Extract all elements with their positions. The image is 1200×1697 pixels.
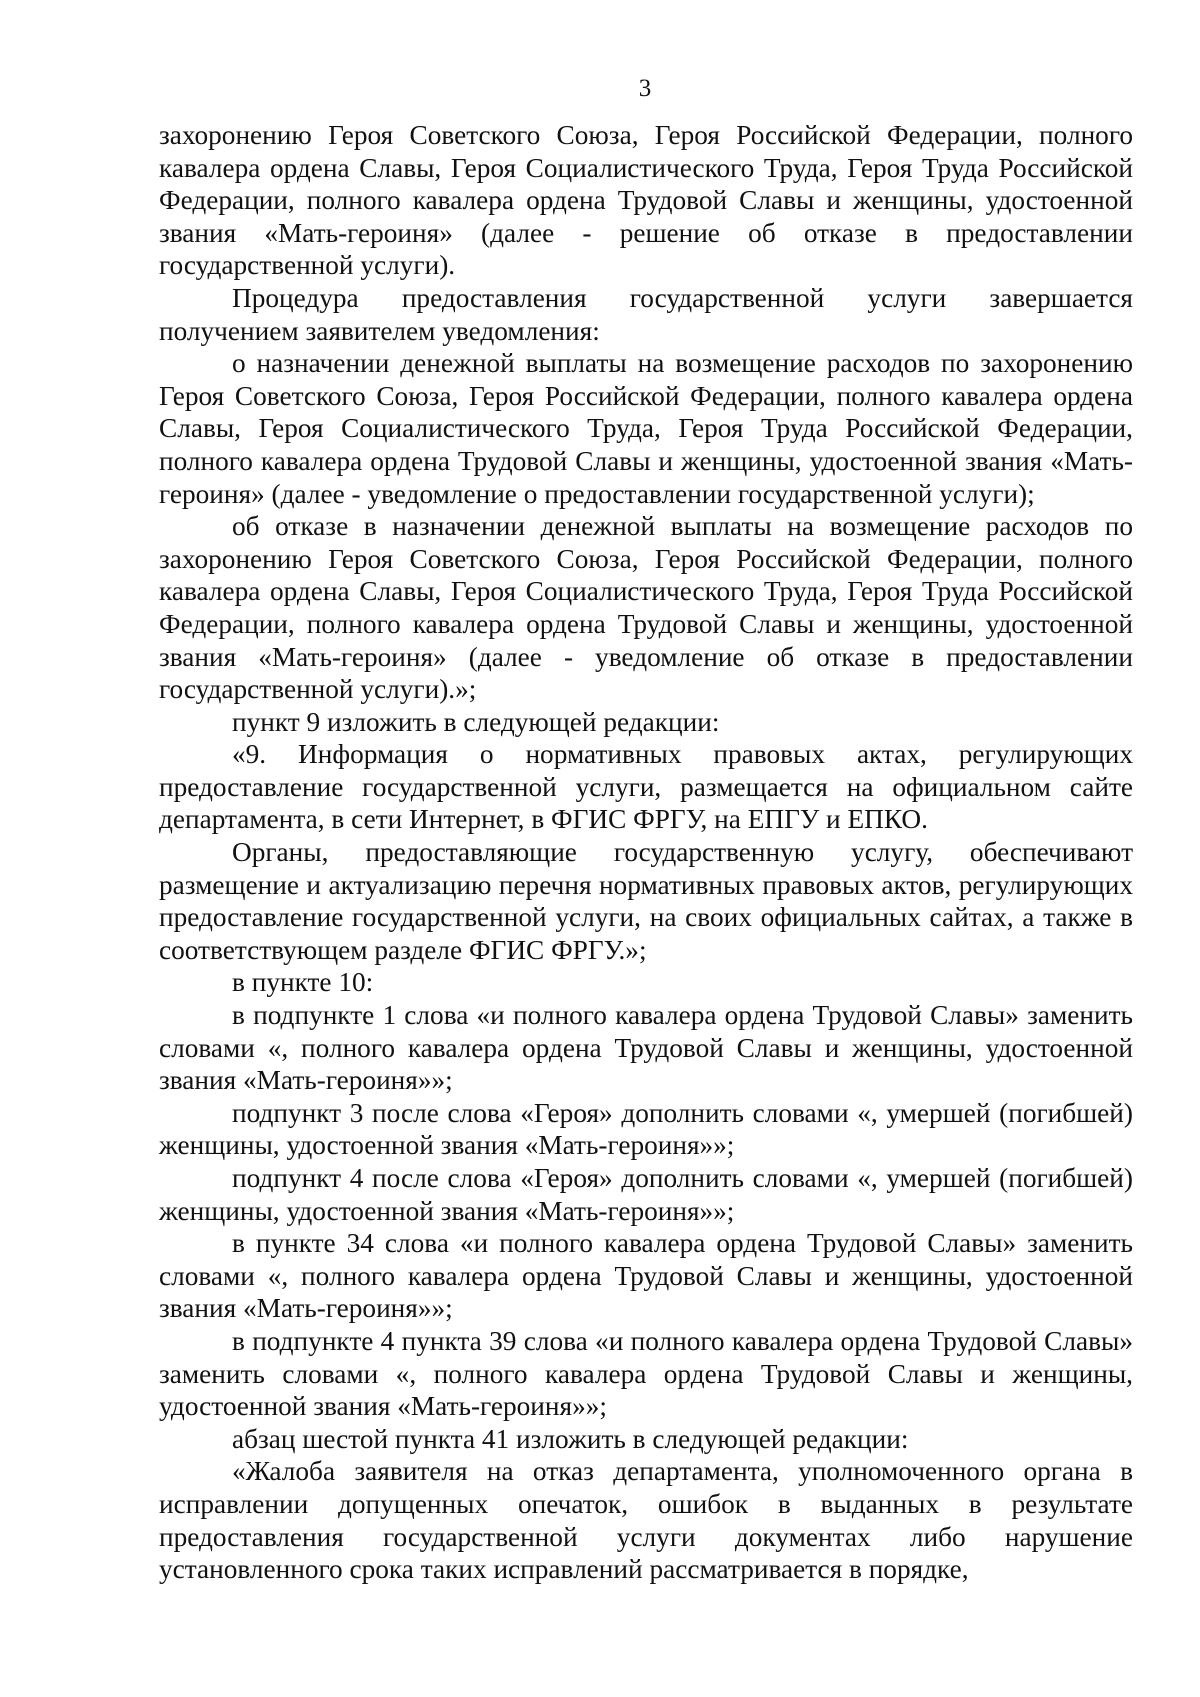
page-number: 3: [638, 75, 652, 102]
paragraph: абзац шестой пункта 41 изложить в следующей редакции:: [232, 1423, 909, 1454]
paragraph: в подпункте 4 пункта 39 слова «и полного кавалера ордена Трудовой Славы» заменить словами «, полного кавалера ордена Трудовой Славы и женщины, удостоенной звания «Мать-героиня»»;: [159, 1325, 1133, 1422]
paragraph: захоронению Героя Советского Союза, Героя Российской Федерации, полного кавалера ордена Славы, Героя Социалистического Труда, Героя Труда Российской Федерации, полного кавалера ордена Трудовой Славы и женщины, удостоенной звания «Мать-героиня» (далее - решение об отказе в предоставлении государственной услуги).: [159, 120, 1133, 281]
paragraph: подпункт 3 после слова «Героя» дополнить словами «, умершей (погибшей) женщины, удостоенной звания «Мать-героиня»»;: [159, 1097, 1133, 1161]
paragraph: «Жалоба заявителя на отказ департамента, уполномоченного органа в исправлении допущенных опечаток, ошибок в выданных в результате предоставления государственной услуги документах либо нарушение установленного срока таких исправлений рассматривается в порядке,: [159, 1456, 1133, 1585]
paragraph: Процедура предоставления государственной услуги завершается получением заявителем уведомления:: [159, 282, 1133, 346]
paragraph: в подпункте 1 слова «и полного кавалера ордена Трудовой Славы» заменить словами «, полного кавалера ордена Трудовой Славы и женщины, удостоенной звания «Мать-героиня»»;: [159, 1000, 1133, 1096]
paragraph: в пункте 34 слова «и полного кавалера ордена Трудовой Славы» заменить словами «, полного кавалера ордена Трудовой Славы и женщины, удостоенной звания «Мать-героиня»»;: [159, 1228, 1133, 1324]
paragraph: подпункт 4 после слова «Героя» дополнить словами «, умершей (погибшей) женщины, удостоенной звания «Мать-героиня»»;: [159, 1163, 1133, 1226]
paragraph: о назначении денежной выплаты на возмещение расходов по захоронению Героя Советского Союза, Героя Российской Федерации, полного кавалера ордена Славы, Героя Социалистического Труда, Героя Труда Российской Федерации, полного кавалера ордена Трудовой Славы и женщины, удостоенной звания «Мать-героиня» (далее - уведомление о предоставлении государственной услуги);: [159, 348, 1133, 509]
paragraph: «9. Информация о нормативных правовых актах, регулирующих предоставление государственной услуги, размещается на официальном сайте департамента, в сети Интернет, в ФГИС ФРГУ, на ЕПГУ и ЕПКО.: [159, 739, 1133, 835]
paragraph: Органы, предоставляющие государственную услугу, обеспечивают размещение и актуализацию перечня нормативных правовых актов, регулирующих предоставление государственной услуги, на своих официальных сайтах, а также в соответствующем разделе ФГИС ФРГУ.»;: [159, 837, 1133, 965]
paragraph: в пункте 10:: [232, 967, 374, 998]
document-body: [159, 119, 1133, 1586]
paragraph: пункт 9 изложить в следующей редакции:: [232, 706, 720, 737]
paragraph: об отказе в назначении денежной выплаты на возмещение расходов по захоронению Героя Советского Союза, Героя Российской Федерации, полного кавалера ордена Славы, Героя Социалистического Труда, Героя Труда Российской Федерации, полного кавалера ордена Трудовой Славы и женщины, удостоенной звания «Мать-героиня» (далее - уведомление об отказе в предоставлении государственной услуги).»;: [159, 511, 1133, 705]
